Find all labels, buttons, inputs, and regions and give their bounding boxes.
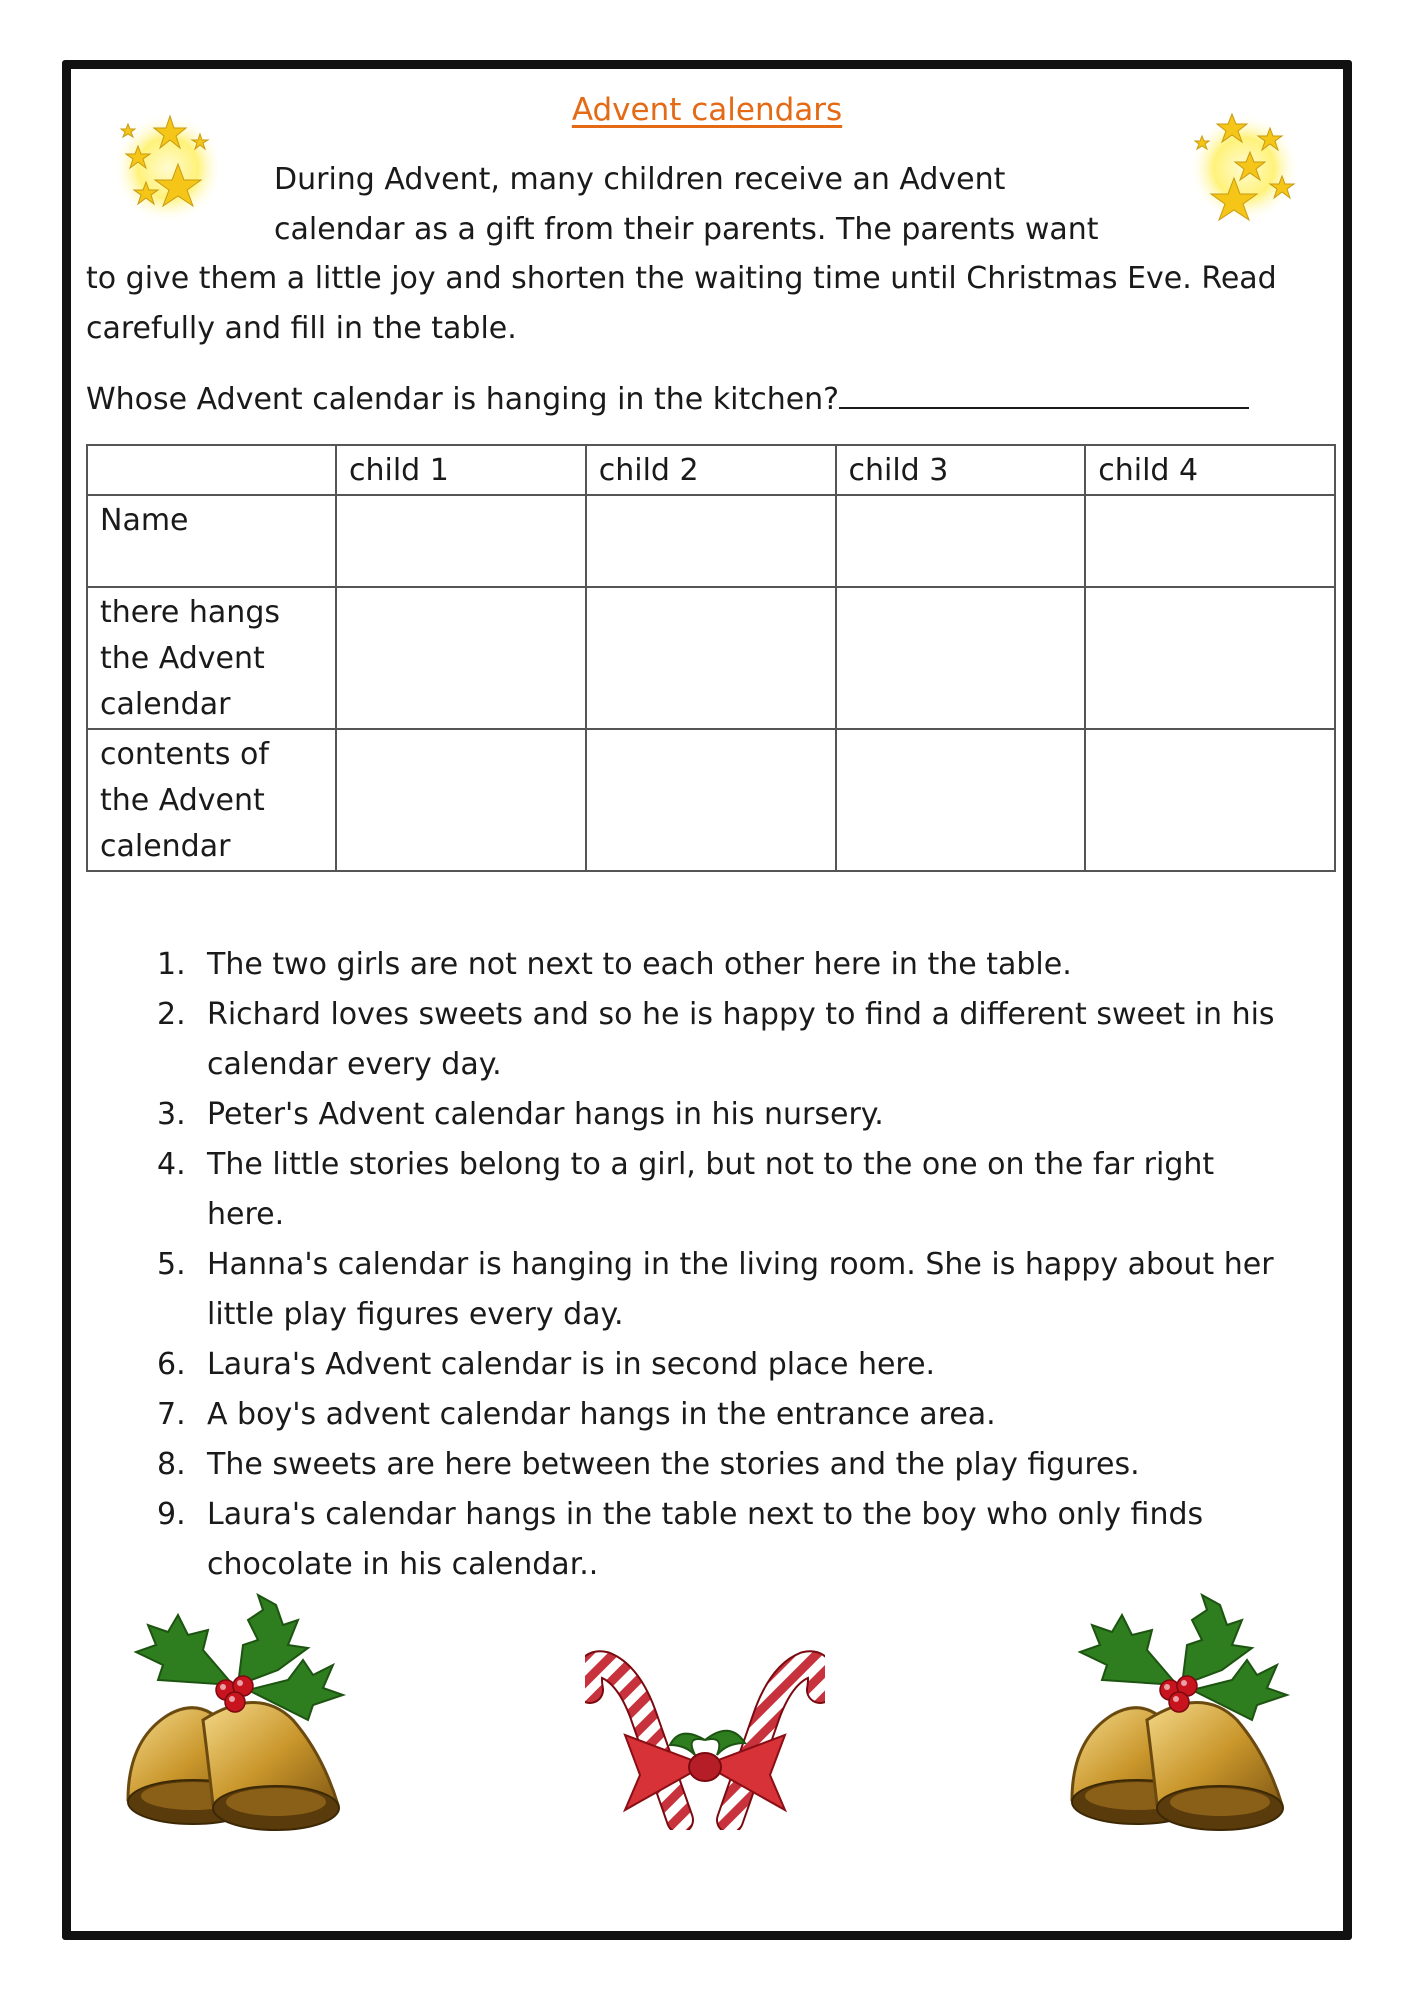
star-cluster-icon bbox=[108, 106, 233, 231]
answer-cell[interactable] bbox=[1085, 587, 1335, 729]
answer-cell[interactable] bbox=[336, 729, 586, 871]
row-label: contents of the Advent calendar bbox=[87, 729, 336, 871]
table-header-cell: child 3 bbox=[836, 445, 1086, 495]
candy-canes-icon bbox=[585, 1625, 825, 1830]
kitchen-question bbox=[86, 375, 1249, 417]
list-item: 5. Hanna's calendar is hanging in the living room. She is happy about her little play figures every day. bbox=[157, 1247, 1274, 1332]
table-header-cell: child 2 bbox=[586, 445, 836, 495]
table-row-name bbox=[87, 495, 1335, 587]
row-label: there hangs the Advent calendar bbox=[87, 587, 336, 729]
list-item: 8. The sweets are here between the stories and the play figures. bbox=[157, 1447, 1140, 1482]
table-header-row bbox=[87, 445, 1335, 495]
intro-text-line: calendar as a gift from their parents. The parents want bbox=[274, 212, 1099, 247]
answer-cell[interactable] bbox=[1085, 495, 1335, 587]
list-item: 1. The two girls are not next to each other here in the table. bbox=[157, 947, 1072, 982]
answer-blank[interactable] bbox=[839, 375, 1249, 409]
answer-cell[interactable] bbox=[586, 495, 836, 587]
answer-cell[interactable] bbox=[836, 495, 1086, 587]
question-text: Whose Advent calendar is hanging in the kitchen? bbox=[86, 382, 840, 417]
intro-text-line: carefully and fill in the table. bbox=[86, 311, 517, 346]
answer-table bbox=[86, 444, 1336, 872]
clue-list bbox=[157, 940, 1337, 1590]
christmas-bells-icon bbox=[108, 1590, 363, 1840]
list-item: 6. Laura's Advent calendar is in second place here. bbox=[157, 1347, 936, 1382]
answer-cell[interactable] bbox=[336, 495, 586, 587]
christmas-bells-icon bbox=[1052, 1590, 1307, 1840]
table-row-contents bbox=[87, 729, 1335, 871]
intro-text-line: During Advent, many children receive an Advent bbox=[274, 162, 1006, 197]
table-header-cell: child 1 bbox=[336, 445, 586, 495]
list-item: 4. The little stories belong to a girl, but not to the one on the far right here. bbox=[157, 1147, 1215, 1232]
list-item: 2. Richard loves sweets and so he is happy to find a different sweet in his calendar every day. bbox=[157, 997, 1275, 1082]
page-title: Advent calendars bbox=[571, 92, 843, 128]
table-header-cell bbox=[87, 445, 336, 495]
table-row-location bbox=[87, 587, 1335, 729]
row-label: Name bbox=[87, 495, 336, 587]
answer-cell[interactable] bbox=[336, 587, 586, 729]
answer-cell[interactable] bbox=[836, 729, 1086, 871]
answer-cell[interactable] bbox=[586, 729, 836, 871]
intro-text-line: to give them a little joy and shorten the waiting time until Christmas Eve. Read bbox=[86, 261, 1277, 296]
answer-cell[interactable] bbox=[586, 587, 836, 729]
table-header-cell: child 4 bbox=[1085, 445, 1335, 495]
answer-cell[interactable] bbox=[1085, 729, 1335, 871]
star-cluster-icon bbox=[1182, 106, 1307, 231]
answer-cell[interactable] bbox=[836, 587, 1086, 729]
list-item: 7. A boy's advent calendar hangs in the entrance area. bbox=[157, 1397, 996, 1432]
list-item: 3. Peter's Advent calendar hangs in his nursery. bbox=[157, 1097, 884, 1132]
list-item: 9. Laura's calendar hangs in the table next to the boy who only finds chocolate in his calendar.. bbox=[157, 1497, 1204, 1582]
